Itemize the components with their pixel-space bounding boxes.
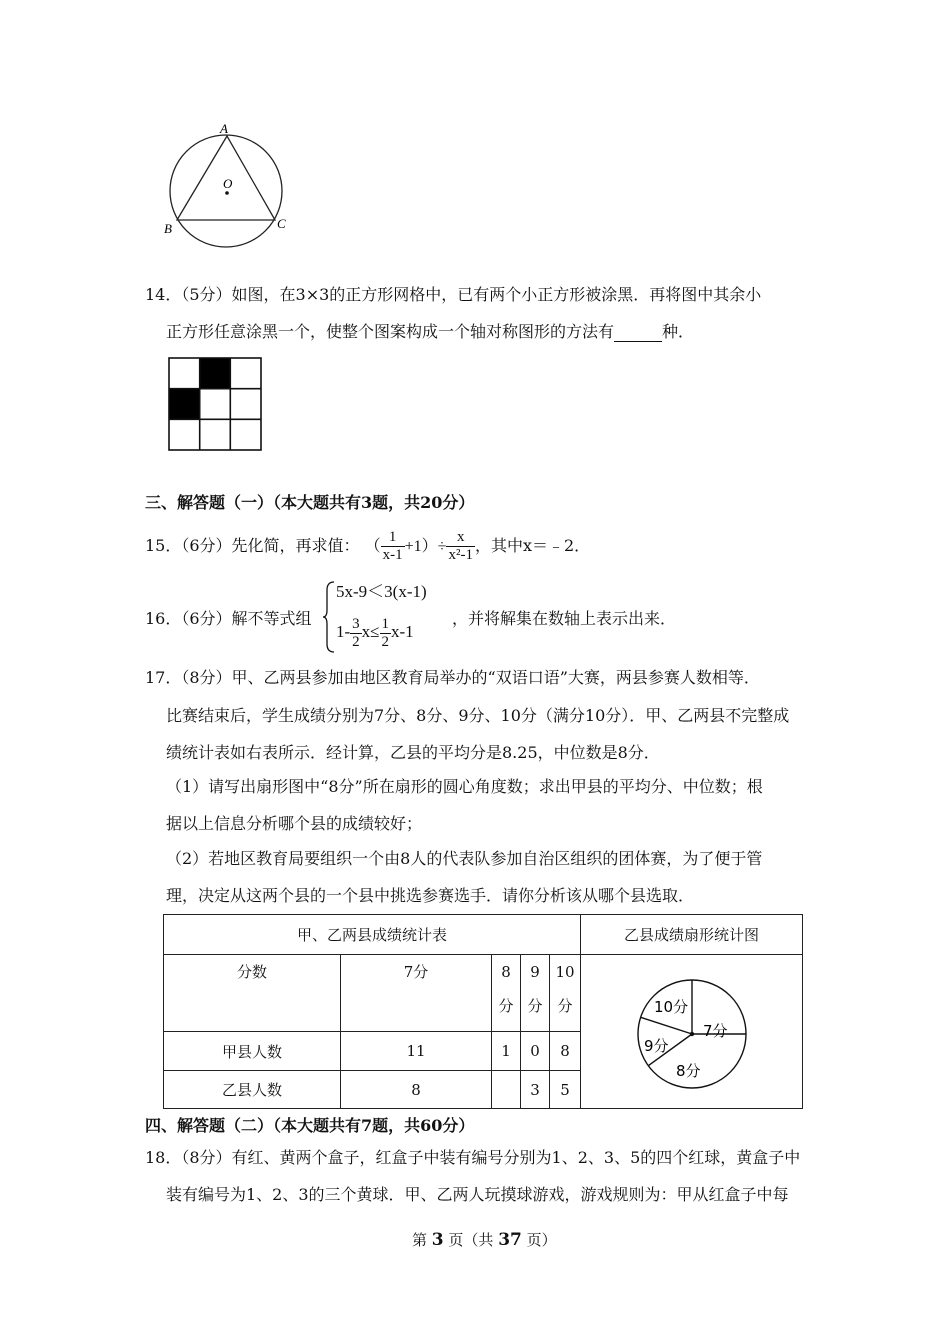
header-label: 分数 (164, 955, 341, 1032)
pie-label-7: 7分 (702, 1021, 728, 1040)
header-9-num: 9 (530, 963, 540, 981)
grid-cell-black (169, 389, 200, 420)
q17-line7: 理，决定从这两个县的一个县中挑选参赛选手．请你分析该从哪个县选取． (166, 886, 695, 905)
q18-line1: 18．（8分）有红、黄两个盒子，红盒子中装有编号分别为1、2、3、5的四个红球，黄盒子中 (145, 1148, 801, 1167)
label-o: O (223, 176, 233, 191)
row-cell: 0 (521, 1032, 550, 1071)
q17-line4: （1）请写出扇形图中“8分”所在扇形的圆心角度数；求出甲县的平均分、中位数；根 (166, 777, 763, 796)
q15-suffix: ，其中x＝﹣2． (474, 536, 591, 555)
row-cell: 5 (550, 1071, 581, 1109)
q15-frac1-num: 1 (381, 529, 405, 547)
row-cell: 11 (341, 1032, 492, 1071)
q15-frac1 (381, 529, 405, 564)
q16-frac1 (350, 616, 362, 651)
q16-ineq2-b: x≤ (361, 622, 380, 641)
q16-frac2-num: 1 (381, 615, 390, 632)
q16-ineq1: 5x-9＜3(x-1) (336, 582, 427, 601)
q17-line2: 比赛结束后，学生成绩分别为7分、8分、9分、10分（满分10分）．甲、乙两县不完整成 (166, 706, 790, 725)
q16-frac1-den: 2 (352, 633, 360, 650)
q17-line6: （2）若地区教育局要组织一个由8人的代表队参加自治区组织的团体赛，为了便于管 (166, 849, 763, 868)
q14-line2 (166, 322, 694, 342)
header-10-unit: 分 (557, 997, 573, 1015)
q14-line2-text: 正方形任意涂黑一个，使整个图案构成一个轴对称图形的方法有 (166, 322, 615, 341)
label-b: B (164, 221, 172, 236)
row-cell: 3 (521, 1071, 550, 1109)
q18-line2: 装有编号为1、2、3的三个黄球．甲、乙两人玩摸球游戏，游戏规则为：甲从红盒子中每 (166, 1185, 789, 1204)
q17-line3: 绩统计表如右表所示．经计算，乙县的平均分是8.25，中位数是8分． (166, 743, 660, 762)
label-a: A (220, 121, 228, 136)
center-dot (225, 191, 229, 195)
q15 (145, 525, 590, 567)
row-cell: 8 (341, 1071, 492, 1109)
q17-line1: 17．（8分）甲、乙两县参加由地区教育局举办的“双语口语”大赛，两县参赛人数相等． (145, 668, 760, 687)
grid-figure (168, 357, 264, 453)
q16-frac2-den: 2 (381, 633, 390, 650)
page-footer (412, 1229, 557, 1250)
q14-line2-end: 种． (662, 322, 695, 341)
table-title: 甲、乙两县成绩统计表 (164, 915, 581, 955)
pie-center (689, 1031, 693, 1035)
footer-page: 3 (431, 1230, 444, 1250)
header-10-num: 10 (555, 963, 575, 981)
q15-prefix: 15．（6分）先化简，再求值： (145, 536, 360, 555)
section3-title: 三、解答题（一）（本大题共有3题，共20分） (145, 493, 475, 512)
circle-triangle-figure (160, 118, 295, 248)
answer-blank (614, 325, 662, 342)
grid-cell-black (199, 358, 230, 389)
section4-title: 四、解答题（二）（本大题共有7题，共60分） (145, 1116, 475, 1135)
footer-mid: 页（共 (448, 1231, 494, 1249)
stats-table (163, 914, 803, 1109)
q16-ineq2 (336, 614, 414, 651)
q16-frac1-num: 3 (352, 615, 360, 632)
pie-label-10: 10分 (653, 997, 688, 1016)
footer-post: 页） (526, 1231, 557, 1249)
header-8-unit: 分 (498, 997, 514, 1015)
q16-suffix: ，并将解集在数轴上表示出来． (452, 609, 677, 628)
q14-line1: 14．（5分）如图，在3×3的正方形网格中，已有两个小正方形被涂黑．再将图中其余小 (145, 285, 762, 304)
label-c: C (277, 216, 286, 231)
row-cell: 1 (492, 1032, 521, 1071)
header-7: 7分 (341, 955, 492, 1032)
circle-o (170, 135, 282, 247)
q15-frac2 (446, 529, 475, 564)
q15-frac2-num: x (446, 529, 475, 547)
row-cell (492, 1071, 521, 1109)
header-8-num: 8 (501, 963, 511, 981)
row-cell: 8 (550, 1032, 581, 1071)
header-9 (521, 955, 550, 1032)
pie-label-9: 9分 (643, 1036, 669, 1055)
footer-pre: 第 (412, 1231, 428, 1249)
row-label: 乙县人数 (164, 1071, 341, 1109)
row-label: 甲县人数 (164, 1032, 341, 1071)
header-9-unit: 分 (527, 997, 543, 1015)
header-10 (550, 955, 581, 1032)
q15-frac2-den: x²-1 (448, 547, 473, 563)
brace-icon (322, 580, 336, 654)
q15-open: （ (364, 536, 381, 555)
q15-plus: +1）÷ (404, 538, 447, 555)
q16-ineq2-c: x-1 (391, 622, 414, 641)
q17-line5: 据以上信息分析哪个县的成绩较好； (166, 814, 423, 833)
chart-title: 乙县成绩扇形统计图 (581, 915, 803, 955)
q16-frac2 (380, 616, 392, 651)
pie-cell (581, 955, 803, 1109)
footer-total: 37 (498, 1230, 522, 1250)
q16-ineq2-a: 1- (336, 622, 351, 641)
header-8 (492, 955, 521, 1032)
pie-slice-boundary (640, 1017, 691, 1034)
q15-frac1-den: x-1 (382, 547, 403, 563)
pie-chart (632, 974, 752, 1094)
q16-prefix: 16．（6分）解不等式组 (145, 609, 312, 628)
pie-label-8: 8分 (675, 1061, 701, 1080)
